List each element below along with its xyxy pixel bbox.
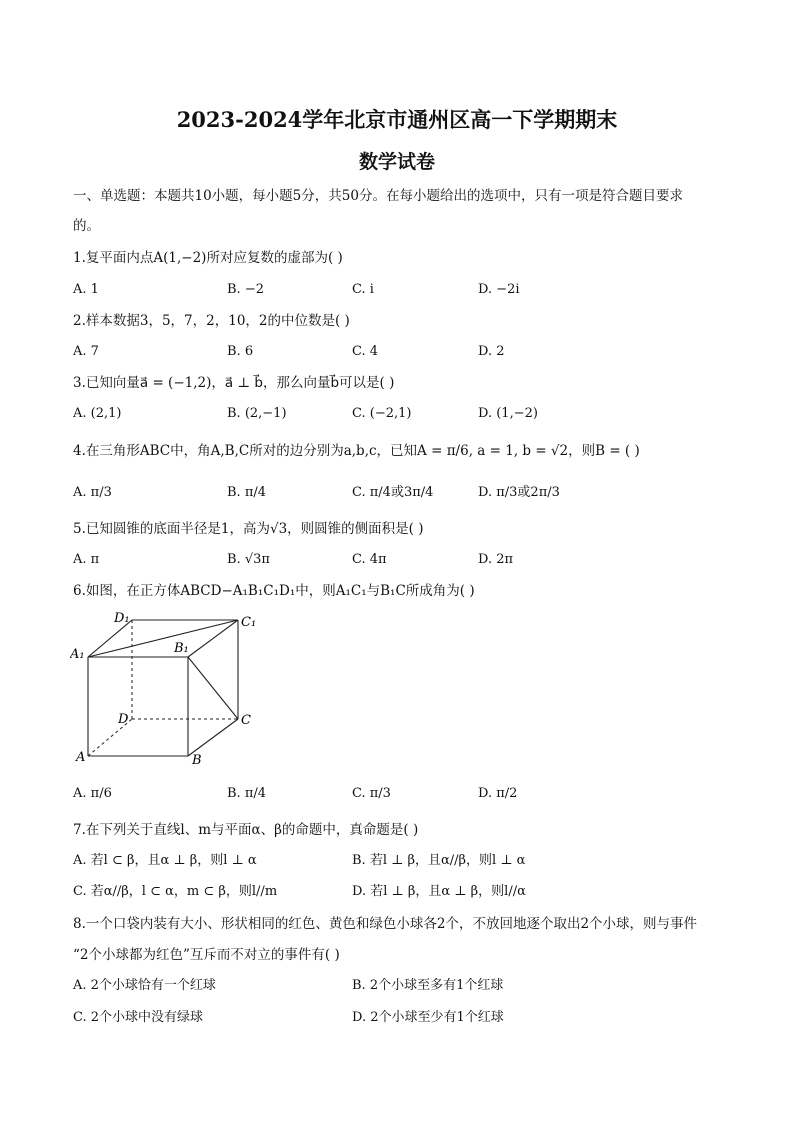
question-2-option-b: B. 6 (227, 344, 254, 359)
question-3-option-c: C. (−2,1) (352, 406, 412, 421)
section-heading: 一、单选题：本题共10小题，每小题5分，共50分。在每小题给出的选项中，只有一项是符合题目要求 (73, 188, 683, 204)
label-c: C (241, 713, 251, 728)
question-7-option-b: B. 若l ⊥ β，且α//β，则l ⊥ α (352, 853, 526, 868)
question-3-option-a: A. (2,1) (73, 406, 122, 421)
question-1-option-c: C. i (352, 282, 374, 297)
question-7-option-d: D. 若l ⊥ β，且α ⊥ β，则l//α (352, 884, 526, 899)
question-2-option-d: D. 2 (478, 344, 505, 359)
label-d1: D₁ (114, 611, 130, 626)
question-8-option-c: C. 2个小球中没有绿球 (73, 1010, 204, 1025)
question-2-option-c: C. 4 (352, 344, 379, 359)
section-heading-cont: 的。 (73, 218, 100, 234)
question-7-stem: 7.在下列关于直线l、m与平面α、β的命题中，真命题是( ) (73, 822, 419, 838)
diagonal-b1-c (188, 657, 238, 719)
cube-figure (70, 606, 270, 776)
question-3-stem: 3.已知向量a⃗ = (−1,2)，a⃗ ⊥ b⃗，那么向量b⃗可以是( ) (73, 375, 395, 391)
question-6-option-a: A. π/6 (73, 786, 112, 801)
question-6-stem: 6.如图，在正方体ABCD−A₁B₁C₁D₁中，则A₁C₁与B₁C所成角为( ) (73, 583, 475, 599)
question-1-stem: 1.复平面内点A(1,−2)所对应复数的虚部为( ) (73, 250, 343, 266)
question-1-option-a: A. 1 (73, 282, 99, 297)
question-4-stem: 4.在三角形ABC中，角A,B,C所对的边分别为a,b,c，已知A = π/6, a = 1, b = √2，则B = ( ) (73, 443, 640, 459)
question-1-option-b: B. −2 (227, 282, 264, 297)
question-4-option-a: A. π/3 (73, 485, 112, 500)
exam-subtitle: 数学试卷 (358, 151, 435, 173)
label-b1: B₁ (174, 641, 189, 656)
question-5-option-c: C. 4π (352, 552, 387, 567)
question-8-option-d: D. 2个小球至少有1个红球 (352, 1010, 504, 1025)
question-7-option-a: A. 若l ⊂ β，且α ⊥ β，则l ⊥ α (73, 853, 257, 868)
question-2-option-a: A. 7 (73, 344, 99, 359)
question-5-option-d: D. 2π (478, 552, 514, 567)
question-6-option-d: D. π/2 (478, 786, 518, 801)
question-4-option-b: B. π/4 (227, 485, 267, 500)
question-6-option-c: C. π/3 (352, 786, 391, 801)
label-a1: A₁ (70, 647, 85, 662)
label-a: A (76, 750, 86, 765)
question-4-option-d: D. π/3或2π/3 (478, 485, 560, 500)
question-2-stem: 2.样本数据3，5，7，2，10，2的中位数是( ) (73, 313, 350, 329)
question-5-option-a: A. π (73, 552, 100, 567)
label-d: D (118, 712, 129, 727)
question-8-stem: 8.一个口袋内装有大小、形状相同的红色、黄色和绿色小球各2个，不放回地逐个取出2个小球，则与事件 (73, 916, 698, 932)
question-3-option-b: B. (2,−1) (227, 406, 287, 421)
label-c1: C₁ (241, 615, 257, 630)
question-8-stem-cont: “2个小球都为红色”互斥而不对立的事件有( ) (73, 947, 340, 963)
question-5-stem: 5.已知圆锥的底面半径是1，高为√3，则圆锥的侧面积是( ) (73, 521, 424, 537)
edge-b1-c1 (188, 620, 238, 657)
question-5-option-b: B. √3π (227, 552, 270, 567)
edge-b-c (188, 719, 238, 756)
question-3-option-d: D. (1,−2) (478, 406, 538, 421)
question-1-option-d: D. −2i (478, 282, 520, 297)
exam-title: 2023-2024学年北京市通州区高一下学期期末 (176, 107, 618, 132)
question-8-option-a: A. 2个小球恰有一个红球 (73, 978, 216, 993)
question-6-option-b: B. π/4 (227, 786, 267, 801)
question-4-option-c: C. π/4或3π/4 (352, 485, 434, 500)
question-7-option-c: C. 若α//β，l ⊂ α，m ⊂ β，则l//m (73, 884, 278, 899)
question-8-option-b: B. 2个小球至多有1个红球 (352, 978, 504, 993)
label-b: B (192, 753, 202, 768)
